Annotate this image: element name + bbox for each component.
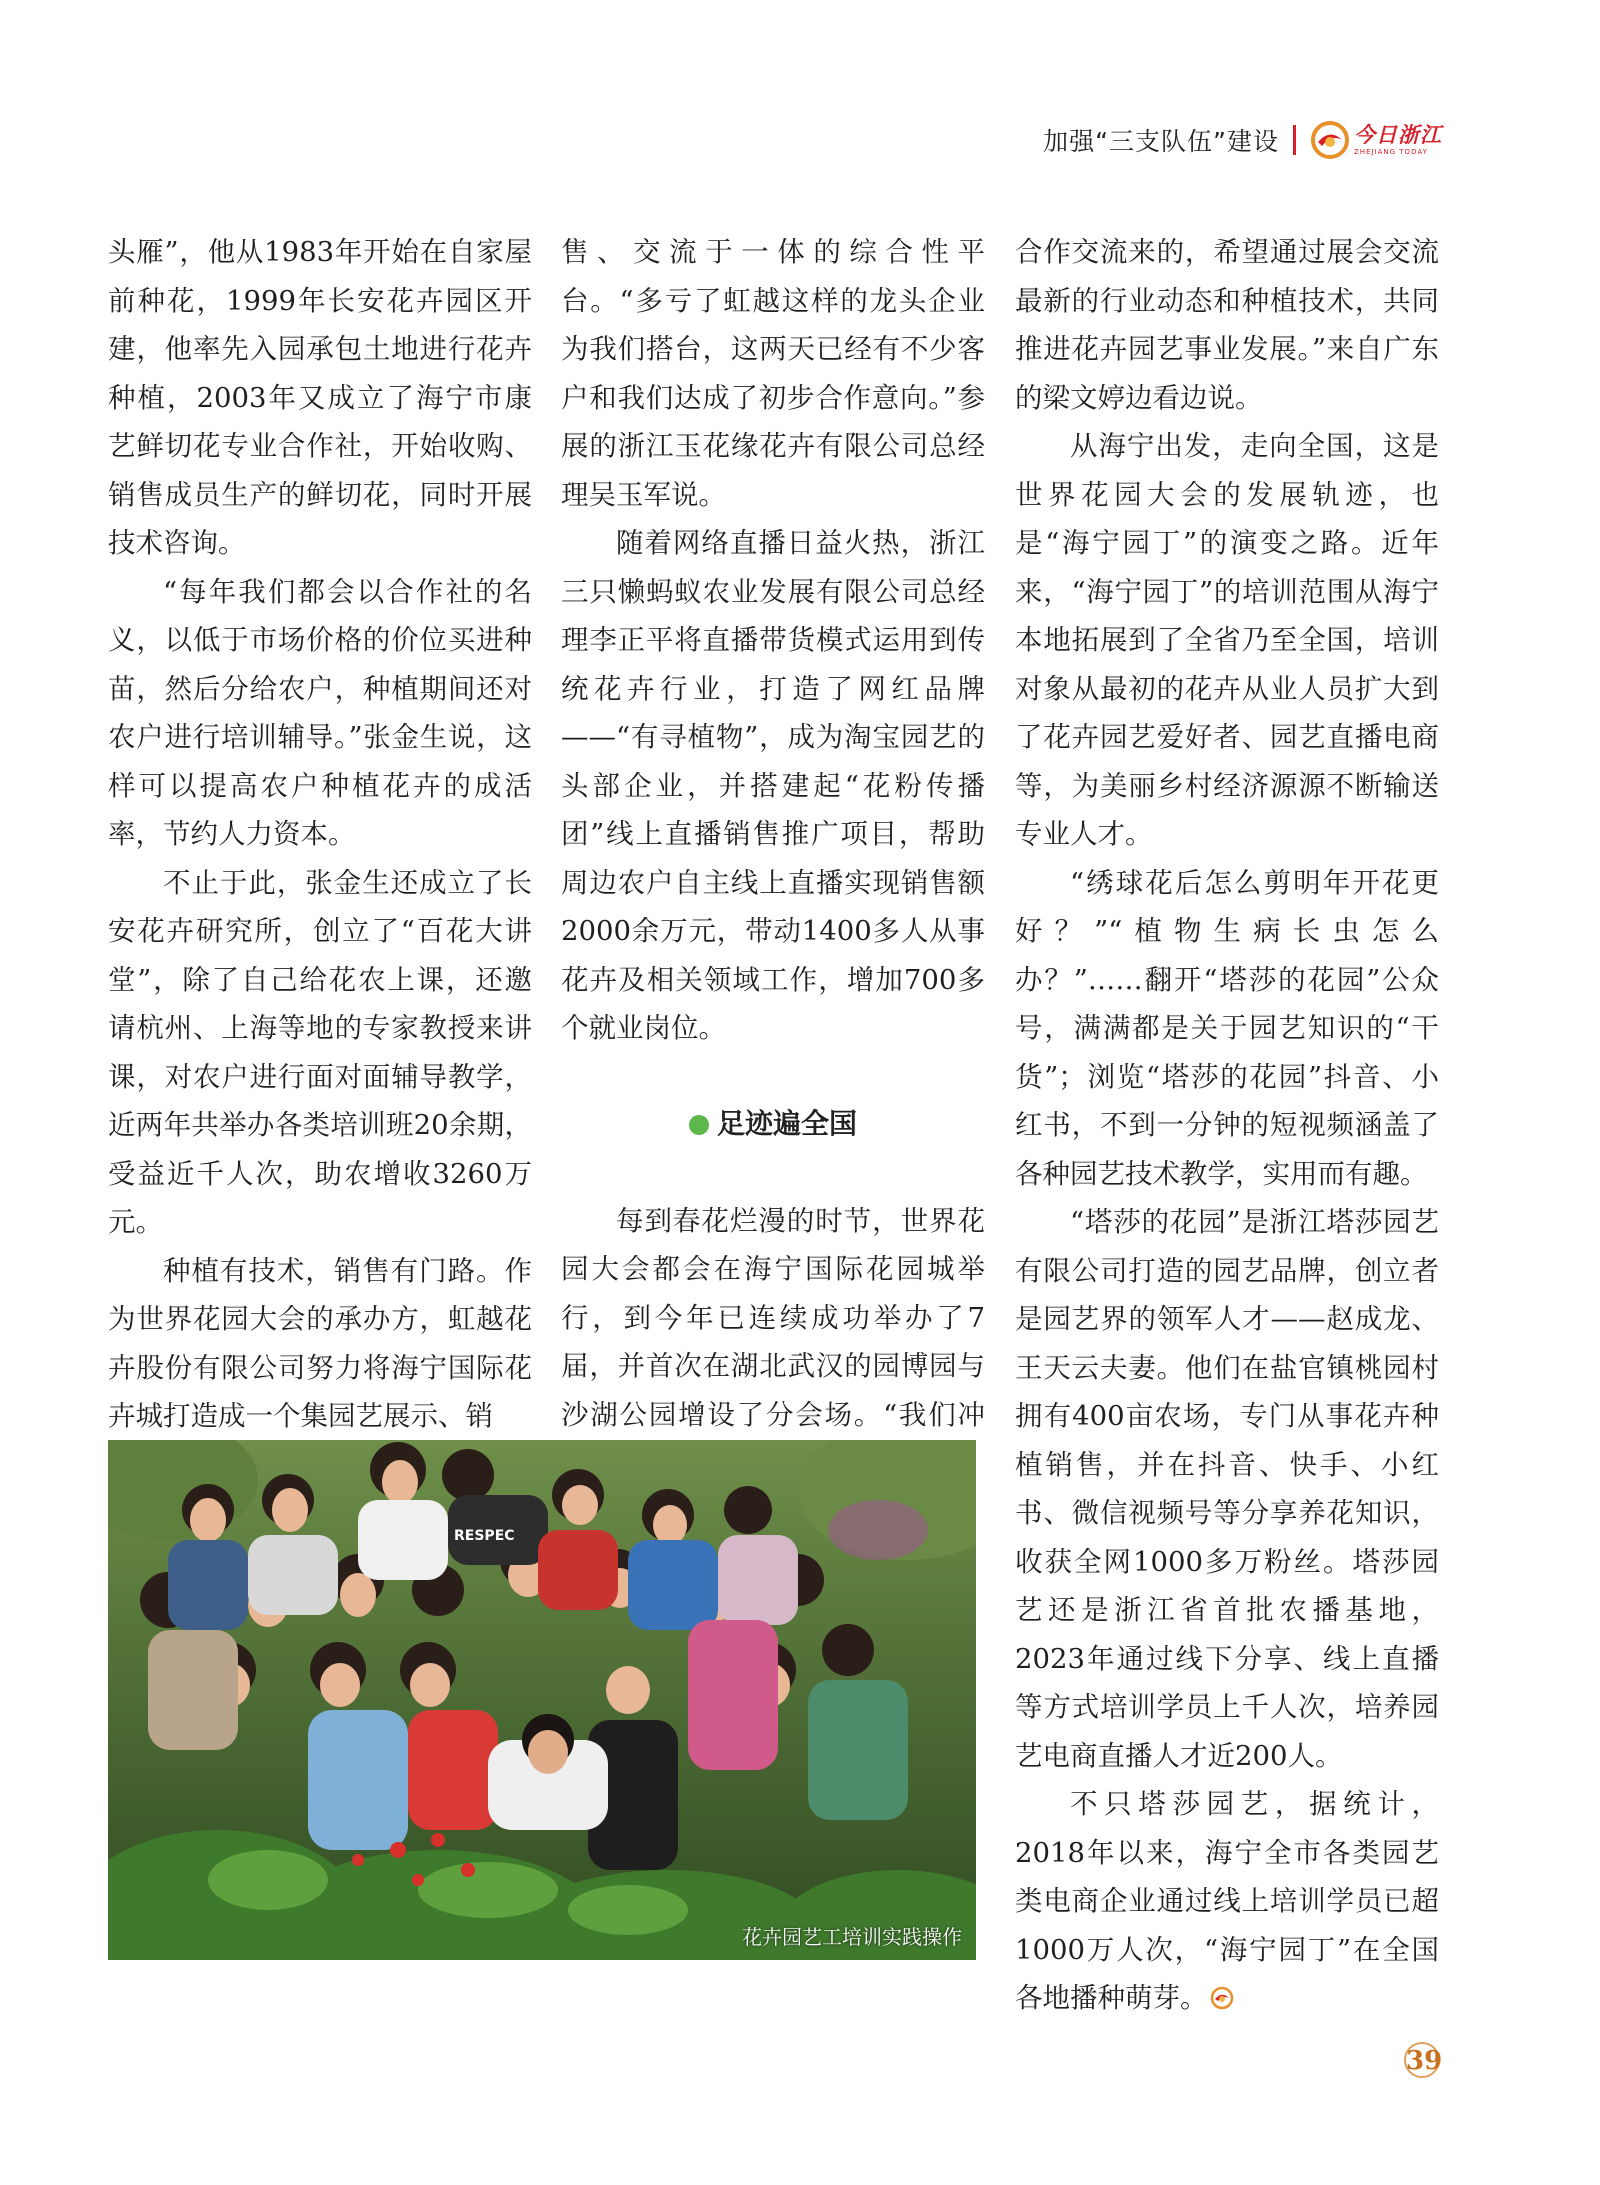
logo-subtext: ZHEJIANG TODAY xyxy=(1354,147,1428,156)
header-divider xyxy=(1293,125,1296,155)
paragraph xyxy=(1015,1780,1439,2023)
shirt-text: RESPEC xyxy=(454,1528,515,1544)
paragraph: “每年我们都会以合作社的名义，以低于市场价格的价位买进种苗，然后分给农户，种植期间还对农户进行培训辅导。”张金生说，这样可以提高农户种植花卉的成活率，节约人力资本。 xyxy=(108,575,532,850)
article-column-3 xyxy=(1015,228,1439,2023)
photo-caption: 花卉园艺工培训实践操作 xyxy=(742,1925,962,1949)
logo-text: 今日浙江 xyxy=(1354,122,1442,147)
magazine-logo xyxy=(1310,120,1442,160)
section-title: 加强“三支队伍”建设 xyxy=(1043,127,1279,156)
paragraph: 不止于此，张金生还成立了长安花卉研究所，创立了“百花大讲堂”，除了自己给花农上课，还邀请杭州、上海等地的专家教授来讲课，对农户进行面对面辅导教学，近两年共举办各类培训班20余期，受益近千人次，助农增收3260万元。 xyxy=(108,866,532,1238)
paragraph: “绣球花后怎么剪明年开花更好？”“植物生病长虫怎么办？”……翻开“塔莎的花园”公众号，满满都是关于园艺知识的“干货”；浏览“塔莎的花园”抖音、小红书，不到一分钟的短视频涵盖了各种园艺技术教学，实用而有趣。 xyxy=(1015,866,1439,1190)
page-header xyxy=(1043,118,1442,162)
article-column-1 xyxy=(108,228,532,1441)
training-photo xyxy=(108,1440,976,1960)
paragraph: 每到春花烂漫的时节，世界花园大会都会在海宁国际花园城举行，到今年已连续成功举办了7届，并首次在湖北武汉的园博园与沙湖公园增设了分会场。“我们冲 xyxy=(561,1204,985,1431)
paragraph: 随着网络直播日益火热，浙江三只懒蚂蚁农业发展有限公司总经理李正平将直播带货模式运用到传统花卉行业，打造了网红品牌——“有寻植物”，成为淘宝园艺的头部企业，并搭建起“花粉传播团”线上直播销售推广项目，帮助周边农户自主线上直播实现销售额2000余万元，带动1400多人从事花卉及相关领域工作，增加700多个就业岗位。 xyxy=(561,527,985,1044)
paragraph: 种植有技术，销售有门路。作为世界花园大会的承办方，虹越花卉股份有限公司努力将海宁国际花卉城打造成一个集园艺展示、销 xyxy=(108,1254,532,1432)
article-end-icon xyxy=(1210,1986,1234,2010)
article-column-2 xyxy=(561,228,985,1488)
green-dot-icon xyxy=(689,1115,709,1135)
section-heading xyxy=(561,1101,985,1149)
photo-illustration xyxy=(108,1440,976,1960)
paragraph: “塔莎的花园”是浙江塔莎园艺有限公司打造的园艺品牌，创立者是园艺界的领军人才——赵成龙、王天云夫妻。他们在盐官镇桃园村拥有400亩农场，专门从事花卉种植销售，并在抖音、快手、小红书、微信视频号等分享养花知识，收获全网1000多万粉丝。塔莎园艺还是浙江省首批农播基地，2023年通过线下分享、线上直播等方式培训学员上千人次，培养园艺电商直播人才近200人。 xyxy=(1015,1206,1439,1772)
paragraph-text: 不只塔莎园艺，据统计，2018年以来，海宁全市各类园艺类电商企业通过线上培训学员已超1000万人次，“海宁园丁”在全国各地播种萌芽。 xyxy=(1015,1788,1439,2014)
sun-swirl-icon xyxy=(1310,120,1350,160)
section-heading-text: 足迹遍全国 xyxy=(716,1107,857,1141)
paragraph: 头雁”，他从1983年开始在自家屋前种花，1999年长安花卉园区开建，他率先入园承包土地进行花卉种植，2003年又成立了海宁市康艺鲜切花专业合作社，开始收购、销售成员生产的鲜切花，同时开展技术咨询。 xyxy=(108,236,532,559)
paragraph: 合作交流来的，希望通过展会交流最新的行业动态和种植技术，共同推进花卉园艺事业发展。”来自广东的梁文婷边看边说。 xyxy=(1015,236,1439,414)
page-number: 39 xyxy=(1404,2042,1440,2078)
paragraph: 售、交流于一体的综合性平台。“多亏了虹越这样的龙头企业为我们搭台，这两天已经有不少客户和我们达成了初步合作意向。”参展的浙江玉花缘花卉有限公司总经理吴玉军说。 xyxy=(561,236,985,511)
paragraph: 从海宁出发，走向全国，这是世界花园大会的发展轨迹，也是“海宁园丁”的演变之路。近年来，“海宁园丁”的培训范围从海宁本地拓展到了全省乃至全国，培训对象从最初的花卉从业人员扩大到了花卉园艺爱好者、园艺直播电商等，为美丽乡村经济源源不断输送专业人才。 xyxy=(1015,430,1439,850)
